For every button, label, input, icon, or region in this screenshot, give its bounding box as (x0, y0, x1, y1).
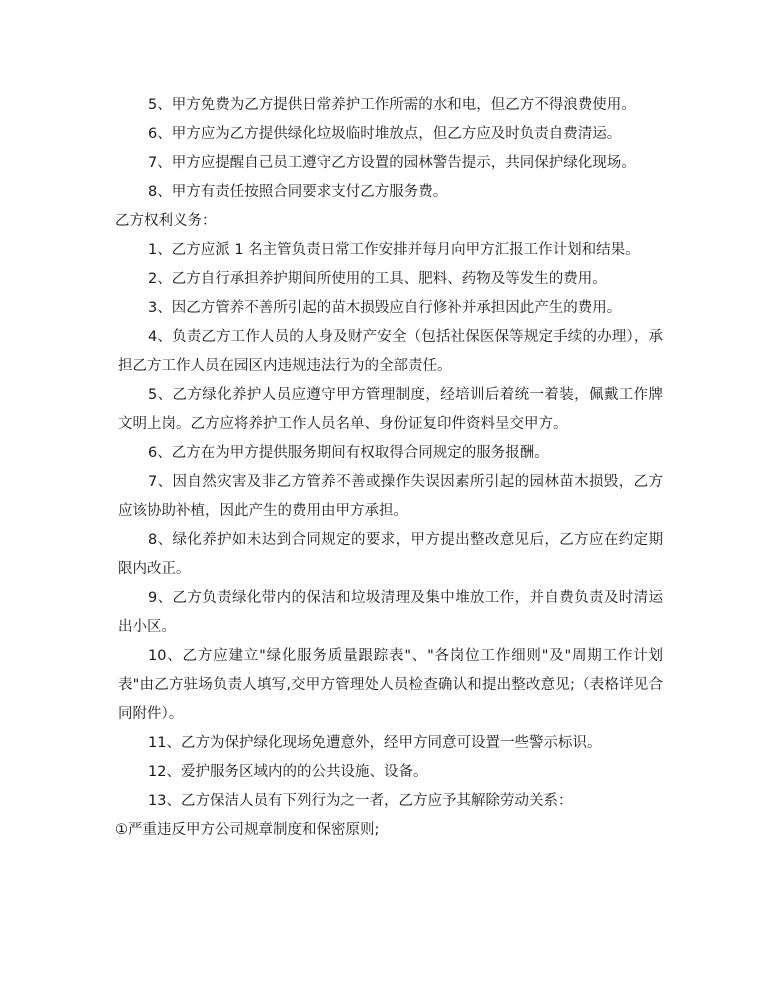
paragraph-party-b-12: 12、爱护服务区域内的的公共设施、设备。 (148, 764, 428, 780)
paragraph-party-b-11: 11、乙方为保护绿化现场免遭意外，经甲方同意可设置一些警示标识。 (148, 735, 602, 751)
paragraph-party-a-6: 6、甲方应为乙方提供绿化垃圾临时堆放点，但乙方应及时负责自费清运。 (148, 126, 622, 142)
paragraph-party-b-2: 2、乙方自行承担养护期间所使用的工具、肥料、药物及等发生的费用。 (148, 271, 607, 287)
paragraph-party-b-10: 10、乙方应建立"绿化服务质量跟踪表"、"各岗位工作细则"及"周期工作计划表"由乙方驻场负责人填写,交甲方管理处人员检查确认和提出整改意见;（表格详见合同附件）。 (118, 648, 663, 722)
paragraph-party-a-7: 7、甲方应提醒自己员工遵守乙方设置的园林警告提示，共同保护绿化现场。 (148, 155, 636, 171)
paragraph-party-b-7: 7、因自然灾害及非乙方管养不善或操作失误因素所引起的园林苗木损毁，乙方应该协助补植，因此产生的费用由甲方承担。 (118, 474, 663, 519)
section-heading-party-b: 乙方权利义务： (115, 213, 217, 229)
paragraph-party-b-13: 13、乙方保洁人员有下列行为之一者，乙方应予其解除劳动关系： (148, 793, 573, 809)
paragraph-party-b-3: 3、因乙方管养不善所引起的苗木损毁应自行修补并承担因此产生的费用。 (148, 300, 622, 316)
paragraph-party-b-9: 9、乙方负责绿化带内的保洁和垃圾清理及集中堆放工作，并自费负责及时清运出小区。 (118, 590, 663, 635)
paragraph-party-b-5: 5、乙方绿化养护人员应遵守甲方管理制度，经培训后着统一着装，佩戴工作牌文明上岗。乙方应将养护工作人员名单、身份证复印件资料呈交甲方。 (118, 387, 663, 432)
paragraph-party-b-6: 6、乙方在为甲方提供服务期间有权取得合同规定的服务报酬。 (148, 445, 549, 461)
document-page (115, 91, 663, 845)
paragraph-party-a-5: 5、甲方免费为乙方提供日常养护工作所需的水和电，但乙方不得浪费使用。 (148, 97, 636, 113)
list-item-circled-1: ①严重违反甲方公司规章制度和保密原则; (115, 822, 380, 838)
paragraph-party-a-8: 8、甲方有责任按照合同要求支付乙方服务费。 (148, 184, 448, 200)
paragraph-party-b-1: 1、乙方应派 1 名主管负责日常工作安排并每月向甲方汇报工作计划和结果。 (148, 242, 640, 258)
paragraph-party-b-8: 8、绿化养护如未达到合同规定的要求，甲方提出整改意见后，乙方应在约定期限内改正。 (118, 532, 663, 577)
paragraph-party-b-4: 4、负责乙方工作人员的人身及财产安全（包括社保医保等规定手续的办理），承担乙方工作人员在园区内违规违法行为的全部责任。 (118, 329, 663, 374)
